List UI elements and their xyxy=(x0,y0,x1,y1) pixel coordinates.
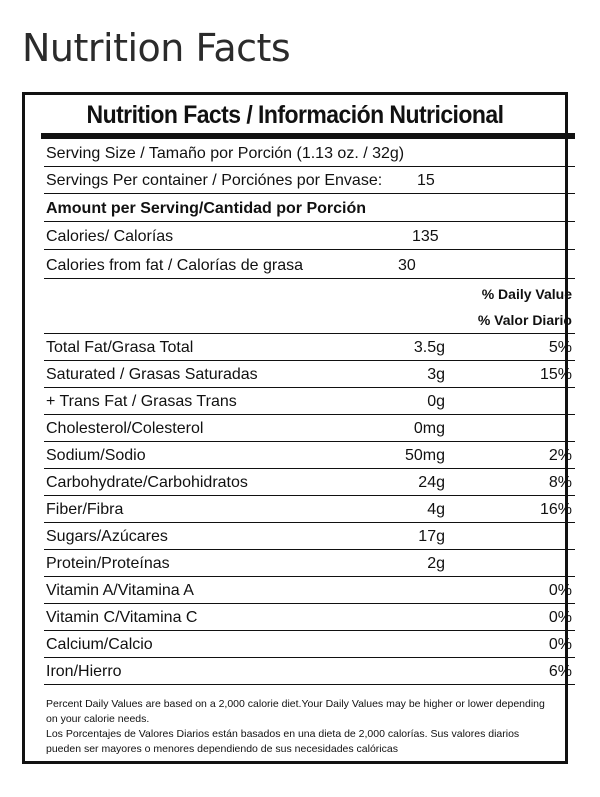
nutrient-row xyxy=(44,334,575,361)
nutrient-name: Carbohydrate/Carbohidratos xyxy=(46,474,248,491)
nutrient-daily-value: 0% xyxy=(548,582,572,599)
nutrient-daily-value: 5% xyxy=(548,339,572,356)
calories-from-fat-value: 30 xyxy=(398,257,416,274)
nutrient-name: Protein/Proteínas xyxy=(46,555,170,572)
nutrient-daily-value: 15% xyxy=(539,366,572,383)
nutrient-amount: 2g xyxy=(427,555,445,572)
nutrient-name: Fiber/Fibra xyxy=(46,501,124,518)
label-title: Nutrition Facts / Información Nutricional xyxy=(86,101,504,129)
nutrient-row xyxy=(44,523,575,550)
nutrient-row xyxy=(44,496,575,523)
nutrient-row xyxy=(44,604,575,631)
nutrient-daily-value: 2% xyxy=(548,447,572,464)
serving-size-text: Serving Size / Tamaño por Porción (1.13 oz. / 32g) xyxy=(46,145,405,162)
calories-from-fat-row xyxy=(44,250,575,278)
page-title: Nutrition Facts xyxy=(22,26,291,70)
nutrient-name: Sugars/Azúcares xyxy=(46,528,168,545)
nutrient-row xyxy=(44,361,575,388)
nutrient-name: Vitamin C/Vitamina C xyxy=(46,609,198,626)
calories-row xyxy=(44,222,575,250)
footnote xyxy=(46,697,553,757)
nutrient-row xyxy=(44,415,575,442)
nutrient-name: Total Fat/Grasa Total xyxy=(46,339,194,356)
nutrient-amount: 50mg xyxy=(404,447,445,464)
nutrient-name: Calcium/Calcio xyxy=(46,636,153,653)
daily-value-header-row xyxy=(44,278,575,334)
servings-per-container-label: Servings Per container / Porciónes por Envase: xyxy=(46,172,383,189)
valor-diario-heading: % Valor Diario xyxy=(477,312,572,328)
servings-per-container-value: 15 xyxy=(417,172,435,189)
nutrient-row xyxy=(44,631,575,658)
nutrient-amount: 4g xyxy=(427,501,445,518)
footnote-spanish: Los Porcentajes de Valores Diarios están basados en una dieta de 2,000 calorías. Sus valores diarios pueden ser mayores o menores dependiendo de sus necesidades calóricas xyxy=(46,728,520,755)
nutrient-amount: 0mg xyxy=(413,420,445,437)
footnote-english: Percent Daily Values are based on a 2,000 calorie diet.Your Daily Values may be higher or lower depending on your calorie needs. xyxy=(46,698,545,725)
amount-per-serving-row xyxy=(44,194,575,222)
nutrient-name: Vitamin A/Vitamina A xyxy=(46,582,194,599)
nutrient-daily-value: 0% xyxy=(548,636,572,653)
nutrient-amount: 3.5g xyxy=(413,339,445,356)
calories-value: 135 xyxy=(412,228,439,245)
nutrient-amount: 3g xyxy=(427,366,445,383)
servings-per-container-row xyxy=(44,167,575,194)
nutrient-amount: 24g xyxy=(418,474,445,491)
nutrition-label xyxy=(22,92,572,764)
nutrient-name: Iron/Hierro xyxy=(46,663,122,680)
nutrient-row xyxy=(44,577,575,604)
nutrient-daily-value: 8% xyxy=(548,474,572,491)
calories-from-fat-label: Calories from fat / Calorías de grasa xyxy=(46,257,303,274)
nutrient-row xyxy=(44,550,575,577)
amount-per-serving-heading: Amount per Serving/Cantidad por Porción xyxy=(46,200,367,217)
nutrient-row xyxy=(44,442,575,469)
nutrient-daily-value: 0% xyxy=(548,609,572,626)
nutrient-daily-value: 16% xyxy=(539,501,572,518)
nutrient-daily-value: 6% xyxy=(548,663,572,680)
nutrient-name: + Trans Fat / Grasas Trans xyxy=(46,393,237,410)
nutrient-name: Saturated / Grasas Saturadas xyxy=(46,366,258,383)
nutrient-amount: 0g xyxy=(427,393,445,410)
serving-size-row xyxy=(44,139,575,167)
nutrient-name: Cholesterol/Colesterol xyxy=(46,420,204,437)
nutrient-row xyxy=(44,658,575,685)
nutrient-name: Sodium/Sodio xyxy=(46,447,146,464)
nutrient-row xyxy=(44,469,575,496)
nutrient-row xyxy=(44,388,575,415)
nutrient-amount: 17g xyxy=(418,528,445,545)
daily-value-heading: % Daily Value xyxy=(481,286,572,302)
calories-label: Calories/ Calorías xyxy=(46,228,174,245)
